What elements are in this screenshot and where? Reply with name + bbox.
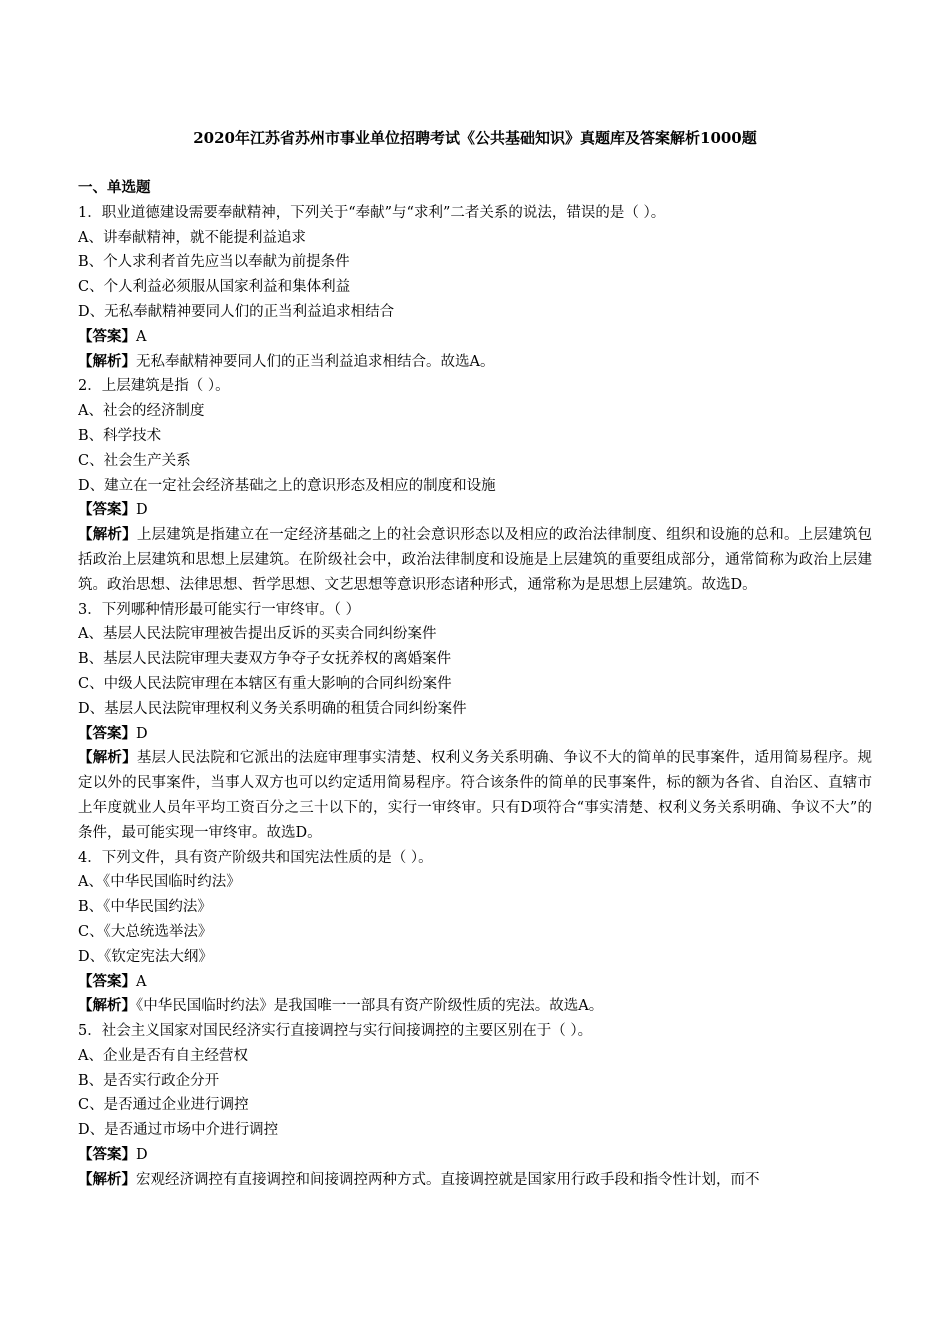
analysis-paragraph bbox=[78, 523, 872, 597]
analysis-text: 基层人民法院和它派出的法庭审理事实清楚、权利义务关系明确、争议不大的简单的民事案件，适用简易程序。规定以外的民事案件，当事人双方也可以约定适用简易程序。符合该条件的简单的民事案件，标的额为各省、自治区、直辖市上年度就业人员年平均工资百分之三十以下的，实行一审终审。只有D项符合“事实清楚、权利义务关系明确、争议不大”的条件，最可能实现一审终审。故选D。 bbox=[78, 750, 873, 841]
option-d: D、建立在一定社会经济基础之上的意识形态及相应的制度和设施 bbox=[78, 477, 496, 494]
option-a: A、基层人民法院审理被告提出反诉的买卖合同纠纷案件 bbox=[78, 626, 437, 643]
answer-tag: 【答案】 bbox=[78, 972, 136, 990]
question-block bbox=[78, 846, 872, 1020]
option-d: D、基层人民法院审理权利义务关系明确的租赁合同纠纷案件 bbox=[78, 700, 467, 717]
option-a: A、企业是否有自主经营权 bbox=[78, 1047, 248, 1064]
question-stem: 2．上层建筑是指（ ）。 bbox=[78, 378, 230, 395]
document-page bbox=[78, 118, 872, 1193]
analysis-tag: 【解析】 bbox=[78, 1170, 136, 1188]
option-b: B、基层人民法院审理夫妻双方争夺子女抚养权的离婚案件 bbox=[78, 651, 452, 668]
answer-line bbox=[78, 325, 872, 350]
option-d: D、无私奉献精神要同人们的正当利益追求相结合 bbox=[78, 303, 395, 320]
option-c: C、是否通过企业进行调控 bbox=[78, 1097, 249, 1114]
option-a: A、《中华民国临时约法》 bbox=[78, 874, 241, 891]
analysis-text: 宏观经济调控有直接调控和间接调控两种方式。直接调控就是国家用行政手段和指令性计划，而不 bbox=[136, 1171, 760, 1188]
answer-line bbox=[78, 1143, 872, 1168]
option-b: B、科学技术 bbox=[78, 427, 162, 444]
option-b: B、《中华民国约法》 bbox=[78, 899, 212, 916]
option-c: C、社会生产关系 bbox=[78, 452, 191, 469]
option-c: C、个人利益必须服从国家利益和集体利益 bbox=[78, 279, 351, 296]
analysis-paragraph bbox=[78, 350, 872, 375]
answer-value: D bbox=[136, 725, 148, 742]
question-block bbox=[78, 598, 872, 846]
question-stem: 5．社会主义国家对国民经济实行直接调控与实行间接调控的主要区别在于（ ）。 bbox=[78, 1023, 593, 1040]
option-b: B、是否实行政企分开 bbox=[78, 1072, 220, 1089]
answer-value: A bbox=[136, 973, 147, 990]
option-b: B、个人求利者首先应当以奉献为前提条件 bbox=[78, 254, 350, 271]
analysis-paragraph bbox=[78, 1168, 872, 1193]
section-heading: 一、单选题 bbox=[78, 179, 151, 196]
analysis-paragraph bbox=[78, 746, 872, 845]
answer-line bbox=[78, 970, 872, 995]
option-d: D、是否通过市场中介进行调控 bbox=[78, 1122, 279, 1139]
option-c: C、《大总统选举法》 bbox=[78, 923, 213, 940]
analysis-text: 《中华民国临时约法》是我国唯一一部具有资产阶级性质的宪法。故选A。 bbox=[136, 998, 604, 1015]
option-a: A、讲奉献精神，就不能提利益追求 bbox=[78, 229, 306, 246]
answer-tag: 【答案】 bbox=[78, 327, 136, 345]
option-c: C、中级人民法院审理在本辖区有重大影响的合同纠纷案件 bbox=[78, 675, 452, 692]
analysis-text: 无私奉献精神要同人们的正当利益追求相结合。故选A。 bbox=[136, 353, 495, 370]
question-stem: 1．职业道德建设需要奉献精神，下列关于“奉献”与“求利”二者关系的说法，错误的是（ ）。 bbox=[78, 204, 666, 221]
analysis-paragraph bbox=[78, 994, 872, 1019]
option-a: A、社会的经济制度 bbox=[78, 403, 205, 420]
question-block bbox=[78, 201, 872, 375]
analysis-tag: 【解析】 bbox=[78, 352, 136, 370]
answer-value: A bbox=[136, 328, 147, 345]
question-stem: 3．下列哪种情形最可能实行一审终审。（ ） bbox=[78, 601, 361, 618]
answer-value: D bbox=[136, 1147, 148, 1164]
analysis-tag: 【解析】 bbox=[78, 749, 137, 767]
answer-tag: 【答案】 bbox=[78, 724, 136, 742]
answer-tag: 【答案】 bbox=[78, 1146, 136, 1164]
question-block bbox=[78, 1019, 872, 1193]
option-d: D、《钦定宪法大纲》 bbox=[78, 948, 213, 965]
answer-line bbox=[78, 722, 872, 747]
analysis-tag: 【解析】 bbox=[78, 526, 137, 544]
analysis-tag: 【解析】 bbox=[78, 997, 136, 1015]
question-block bbox=[78, 374, 872, 597]
answer-line bbox=[78, 498, 872, 523]
document-title: 2020年江苏省苏州市事业单位招聘考试《公共基础知识》真题库及答案解析1000题 bbox=[193, 129, 757, 147]
answer-tag: 【答案】 bbox=[78, 501, 136, 519]
answer-value: D bbox=[136, 502, 148, 519]
question-stem: 4．下列文件，具有资产阶级共和国宪法性质的是（ ）。 bbox=[78, 849, 433, 866]
analysis-text: 上层建筑是指建立在一定经济基础之上的社会意识形态以及相应的政治法律制度、组织和设施的总和。上层建筑包括政治上层建筑和思想上层建筑。在阶级社会中，政治法律制度和设施是上层建筑的重要组成部分，通常简称为政治上层建筑。政治思想、法律思想、哲学思想、文艺思想等意识形态诸种形式，通常称为是思想上层建筑。故选D。 bbox=[78, 527, 873, 593]
